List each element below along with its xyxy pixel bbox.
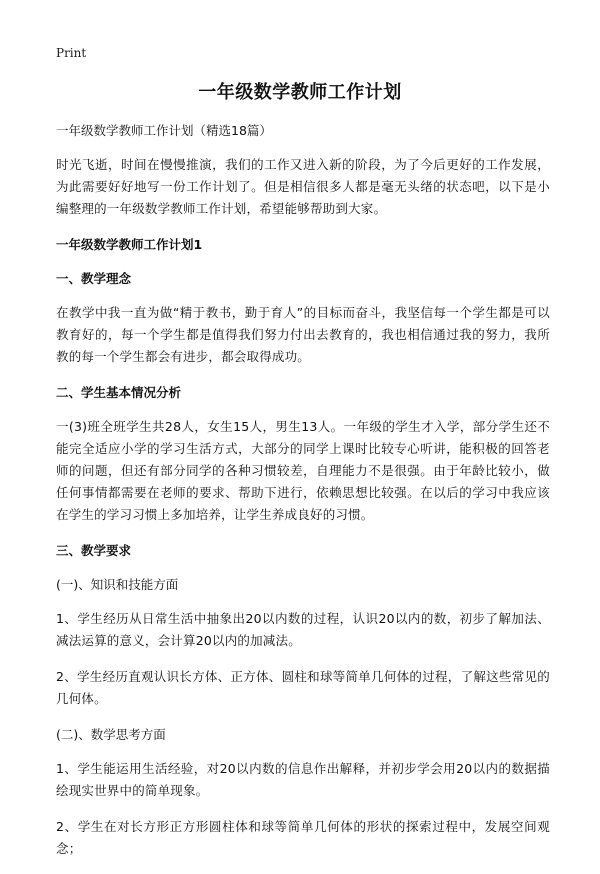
section-heading-student-analysis: 二、学生基本情况分析 [56,385,182,400]
requirement-item-1: 1、学生经历从日常生活中抽象出20以内数的过程，认识20以内的数，初步了解加法、减法运算的意义，会计算20以内的加减法。 [56,611,550,648]
subsection-knowledge-skills: (一)、知识和技能方面 [56,577,179,592]
paragraph-student-analysis: 一(3)班全班学生共28人，女生15人，男生13人。一年级的学生才入学，部分学生还不能完全适应小学的学习生活方式，大部分的同学上课时比较专心听讲，能积极的回答老师的问题，但还有部分同学的各种习惯较差，自理能力不是很强。由于年龄比较小，做任何事情都需要在老师的要求、帮助下进行，依赖思想比较强。在以后的学习中我应该在学生的学习习惯上多加培养，让学生养成良好的习惯。 [56,419,550,522]
intro-paragraph: 时光飞逝，时间在慢慢推演，我们的工作又进入新的阶段，为了今后更好的工作发展，为此需要好好地写一份工作计划了。但是相信很多人都是毫无头绪的状态吧，以下是小编整理的一年级数学教师工作计划，希望能够帮助到大家。 [56,157,550,216]
section-heading-teaching-philosophy: 一、教学理念 [56,271,132,286]
requirement-item-3: 1、学生能运用生活经验，对20以内数的信息作出解释，并初步学会用20以内的数据描绘现实世界中的简单现象。 [56,761,550,798]
subsection-math-thinking: (二)、数学思考方面 [56,727,166,742]
document-body [56,120,550,874]
plan-heading: 一年级数学教师工作计划1 [56,237,203,252]
page-title: 一年级数学教师工作计划 [198,82,402,103]
paragraph-teaching-philosophy: 在教学中我一直为做“精于教书，勤于育人”的目标而奋斗，我坚信每一个学生都是可以教育好的，每一个学生都是值得我们努力付出去教育的，我也相信通过我的努力，我所教的每一个学生都会有进步，都会取得成功。 [56,305,550,364]
requirement-item-4: 2、学生在对长方形正方形圆柱体和球等简单几何体的形状的探索过程中，发展空间观念； [56,819,550,856]
print-label[interactable]: Print [56,46,87,60]
section-heading-teaching-requirements: 三、教学要求 [56,543,132,558]
doc-subtitle: 一年级数学教师工作计划（精选18篇） [56,123,272,138]
requirement-item-2: 2、学生经历直观认识长方体、正方体、圆柱和球等简单几何体的过程，了解这些常见的几何体。 [56,669,550,706]
